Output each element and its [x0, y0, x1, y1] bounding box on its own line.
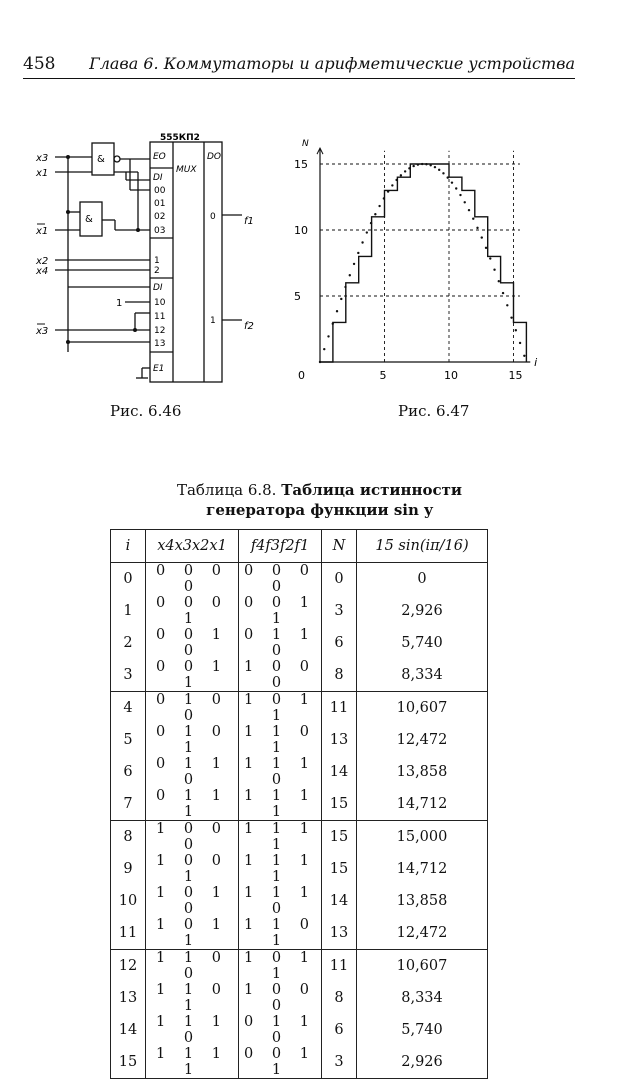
table-cell: 10 — [111, 885, 146, 917]
table-cell: 12,472 — [357, 917, 488, 950]
x-tick-label: 0 — [298, 369, 305, 382]
figure-caption-647: Рис. 6.47 — [398, 402, 470, 420]
table-cell: 8 — [322, 659, 357, 692]
table-cell: 1 0 1 1 — [239, 692, 322, 725]
pin-label: 2 — [154, 266, 160, 276]
table-cell: 2,926 — [357, 1046, 488, 1079]
sine-point — [476, 227, 478, 229]
table-cell: 1 1 0 1 — [239, 917, 322, 950]
sine-point — [515, 329, 517, 331]
sine-point — [387, 190, 389, 192]
table-cell: 0 0 0 0 — [146, 563, 239, 596]
pin-label: 13 — [154, 339, 166, 349]
sine-point — [336, 310, 338, 312]
table-cell: 1 1 1 1 — [239, 853, 322, 885]
di-label: DI — [153, 173, 163, 183]
input-label: x3 — [36, 153, 49, 164]
sine-point — [378, 205, 380, 207]
input-label: x1 — [36, 226, 49, 237]
input-label: x3 — [36, 326, 49, 337]
eo-label: EO — [153, 152, 166, 162]
and-gate-2-label: & — [85, 214, 93, 225]
table-cell: 2,926 — [357, 595, 488, 627]
table-cell: 10,607 — [357, 950, 488, 983]
table-cell: 1 1 0 1 — [146, 982, 239, 1014]
and-gate-1-label: & — [97, 154, 105, 165]
sine-point — [485, 247, 487, 249]
table-row — [111, 595, 488, 627]
sine-point — [434, 166, 436, 168]
table-cell: 6 — [111, 756, 146, 788]
page-header — [23, 52, 575, 79]
table-cell: 1 0 0 0 — [146, 821, 239, 854]
table-cell: 3 — [322, 595, 357, 627]
table-cell: 13 — [322, 917, 357, 950]
table-cell: 11 — [322, 692, 357, 725]
table-cell: 1 1 0 0 — [146, 950, 239, 983]
table-row — [111, 821, 488, 854]
sine-point — [421, 163, 423, 165]
y-tick-label: 5 — [294, 290, 301, 303]
table-cell: 6 — [322, 1014, 357, 1046]
x-tick-label: 5 — [379, 369, 387, 382]
table-cell: 14 — [322, 756, 357, 788]
sine-point — [400, 174, 402, 176]
header-cell: N — [322, 530, 357, 563]
y-tick-label: 15 — [294, 158, 308, 171]
sine-point — [442, 172, 444, 174]
sine-staircase-chart — [290, 130, 550, 390]
table-title-bold-1: Таблица истинности — [281, 481, 463, 499]
table-cell: 3 — [111, 659, 146, 692]
table-cell: 0 0 1 1 — [239, 1046, 322, 1079]
figure-caption-646: Рис. 6.46 — [110, 402, 182, 420]
table-cell: 0 0 0 1 — [146, 595, 239, 627]
input-label: x2 — [36, 256, 49, 267]
pin-label: 11 — [154, 312, 166, 322]
table-cell: 1 1 1 1 — [146, 1046, 239, 1079]
sine-point — [404, 170, 406, 172]
y-tick-label: 10 — [294, 224, 308, 237]
input-label: x1 — [36, 168, 49, 179]
table-cell: 15 — [322, 821, 357, 854]
table-cell: 1 0 1 1 — [146, 917, 239, 950]
table-cell: 11 — [111, 917, 146, 950]
sine-point — [510, 316, 512, 318]
table-cell: 1 1 1 0 — [239, 756, 322, 788]
sine-point — [340, 298, 342, 300]
sine-point — [370, 222, 372, 224]
table-cell: 0 1 1 0 — [146, 756, 239, 788]
x-axis-label: i — [534, 356, 538, 369]
table-cell: 8 — [111, 821, 146, 854]
input-label: x4 — [36, 266, 49, 277]
e1-label: E1 — [153, 364, 165, 374]
table-cell: 1 0 1 1 — [239, 950, 322, 983]
sine-point — [464, 201, 466, 203]
circuit-diagram — [30, 130, 254, 385]
table-cell: 0 1 0 1 — [146, 724, 239, 756]
pin-label: 00 — [154, 186, 166, 196]
chip-name: 555КП2 — [160, 133, 200, 143]
sine-point — [506, 304, 508, 306]
table-cell: 0 — [322, 563, 357, 596]
table-cell: 8,334 — [357, 982, 488, 1014]
table-cell: 0 — [111, 563, 146, 596]
table-cell: 15 — [111, 1046, 146, 1079]
table-cell: 1 0 0 0 — [239, 659, 322, 692]
table-cell: 14,712 — [357, 853, 488, 885]
table-row — [111, 659, 488, 692]
table-row — [111, 756, 488, 788]
sine-point — [481, 236, 483, 238]
table-cell: 0 0 1 1 — [146, 659, 239, 692]
table-row — [111, 692, 488, 725]
table-cell: 1 1 0 1 — [239, 724, 322, 756]
table-row — [111, 1046, 488, 1079]
table-cell: 12 — [111, 950, 146, 983]
table-cell: 13,858 — [357, 885, 488, 917]
sine-point — [344, 286, 346, 288]
output-label: f1 — [244, 216, 254, 227]
table-cell: 0 0 0 0 — [239, 563, 322, 596]
table-header-row — [111, 530, 488, 563]
y-axis-label: N — [302, 139, 309, 150]
sine-point — [498, 280, 500, 282]
pin-label: 1 — [154, 256, 160, 266]
table-title — [0, 480, 639, 520]
x-tick-label: 10 — [444, 369, 458, 382]
table-row — [111, 982, 488, 1014]
table-row — [111, 724, 488, 756]
do-label: DO — [207, 152, 222, 162]
table-cell: 5,740 — [357, 627, 488, 659]
table-cell: 14,712 — [357, 788, 488, 821]
table-row — [111, 563, 488, 596]
pin-label: 12 — [154, 326, 166, 336]
table-cell: 0 — [357, 563, 488, 596]
sine-point — [357, 252, 359, 254]
table-cell: 15 — [322, 788, 357, 821]
table-cell: 9 — [111, 853, 146, 885]
sine-point — [383, 197, 385, 199]
sine-point — [502, 292, 504, 294]
const-one-label: 1 — [116, 298, 123, 309]
mux-label: MUX — [176, 165, 197, 175]
sine-point — [395, 179, 397, 181]
table-cell: 1 1 1 1 — [239, 821, 322, 854]
output-label: f2 — [244, 321, 254, 332]
table-cell: 1 0 1 0 — [146, 885, 239, 917]
sine-point — [472, 218, 474, 220]
table-row — [111, 885, 488, 917]
sine-point — [361, 241, 363, 243]
table-cell: 12,472 — [357, 724, 488, 756]
sine-point — [425, 163, 427, 165]
header-cell: i — [111, 530, 146, 563]
table-title-prefix: Таблица 6.8. — [176, 481, 277, 499]
table-cell: 13 — [322, 724, 357, 756]
table-cell: 1 — [111, 595, 146, 627]
sine-point — [353, 263, 355, 265]
sine-point — [366, 231, 368, 233]
table-cell: 1 1 1 1 — [239, 788, 322, 821]
table-cell: 7 — [111, 788, 146, 821]
table-cell: 8 — [322, 982, 357, 1014]
staircase-series — [320, 164, 526, 362]
table-cell: 6 — [322, 627, 357, 659]
table-cell: 0 1 1 1 — [146, 788, 239, 821]
table-row — [111, 853, 488, 885]
pin-label: 01 — [154, 199, 166, 209]
pin-label: 03 — [154, 226, 166, 236]
table-cell: 5 — [111, 724, 146, 756]
pin-label: 02 — [154, 212, 166, 222]
table-cell: 8,334 — [357, 659, 488, 692]
table-cell: 1 0 0 0 — [239, 982, 322, 1014]
table-row — [111, 917, 488, 950]
table-cell: 13 — [111, 982, 146, 1014]
table-cell: 4 — [111, 692, 146, 725]
header-cell: 15 sin(iπ/16) — [357, 530, 488, 563]
table-row — [111, 950, 488, 983]
sine-point — [412, 165, 414, 167]
sine-point — [417, 163, 419, 165]
table-cell: 1 1 1 0 — [146, 1014, 239, 1046]
table-row — [111, 627, 488, 659]
sine-point — [327, 335, 329, 337]
table-cell: 0 1 1 0 — [239, 1014, 322, 1046]
sine-point — [408, 167, 410, 169]
table-cell: 0 1 0 0 — [146, 692, 239, 725]
table-cell: 0 0 1 1 — [239, 595, 322, 627]
out-0-label: 0 — [210, 212, 216, 222]
sine-point — [493, 268, 495, 270]
table-cell: 5,740 — [357, 1014, 488, 1046]
header-cell: x4x3x2x1 — [146, 530, 239, 563]
pin-label: 10 — [154, 298, 166, 308]
sine-point — [455, 187, 457, 189]
x-tick-label: 15 — [508, 369, 523, 382]
table-cell: 14 — [322, 885, 357, 917]
sine-point — [451, 181, 453, 183]
sine-point — [332, 323, 334, 325]
sine-point — [323, 348, 325, 350]
table-cell: 11 — [322, 950, 357, 983]
table-body — [111, 563, 488, 1079]
sine-point — [349, 274, 351, 276]
sine-point — [438, 169, 440, 171]
table-cell: 10,607 — [357, 692, 488, 725]
sine-point — [489, 257, 491, 259]
sine-point — [391, 184, 393, 186]
table-cell: 14 — [111, 1014, 146, 1046]
table-row — [111, 1014, 488, 1046]
truth-table — [110, 529, 488, 1079]
di-label-2: DI — [153, 283, 163, 293]
sine-point — [374, 213, 376, 215]
table-cell: 3 — [322, 1046, 357, 1079]
table-cell: 15 — [322, 853, 357, 885]
header-cell: f4f3f2f1 — [239, 530, 322, 563]
running-title: Глава 6. Коммутаторы и арифметические устройства — [89, 54, 575, 73]
table-row — [111, 788, 488, 821]
sine-point — [429, 164, 431, 166]
page-number: 458 — [23, 54, 56, 74]
table-cell: 2 — [111, 627, 146, 659]
table-cell: 0 0 1 0 — [146, 627, 239, 659]
table-cell: 0 1 1 0 — [239, 627, 322, 659]
sine-point — [447, 176, 449, 178]
table-cell: 13,858 — [357, 756, 488, 788]
sine-point — [523, 355, 525, 357]
table-cell: 1 1 1 0 — [239, 885, 322, 917]
table-title-bold-2: генератора функции sin y — [206, 501, 433, 519]
table-cell: 15,000 — [357, 821, 488, 854]
sine-point — [459, 194, 461, 196]
sine-point — [468, 209, 470, 211]
sine-point — [519, 342, 521, 344]
table-cell: 1 0 0 1 — [146, 853, 239, 885]
sine-point — [319, 361, 321, 363]
out-1-label: 1 — [210, 316, 216, 326]
